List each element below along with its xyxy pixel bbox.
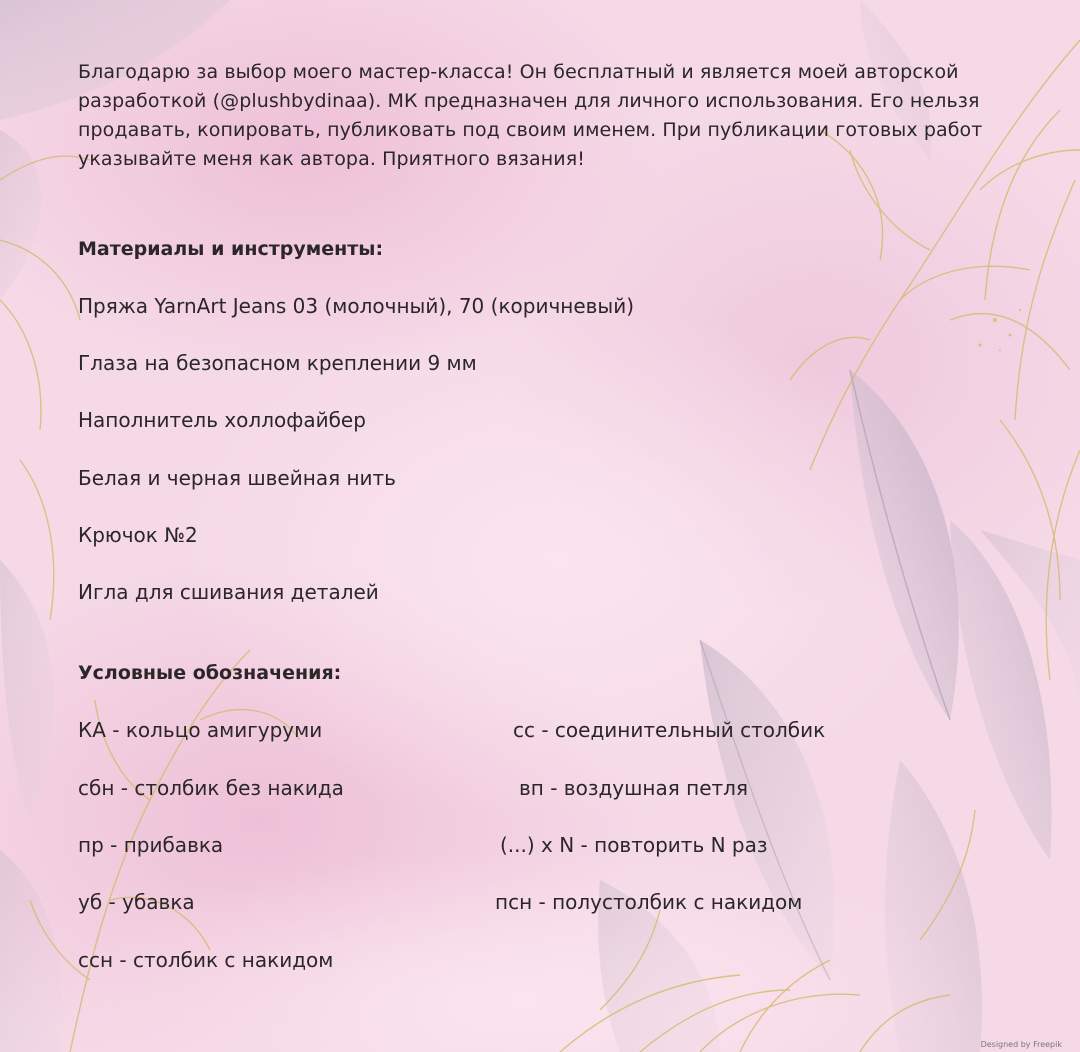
intro-paragraph: Благодарю за выбор моего мастер-класса! Он бесплатный и является моей авторской разработкой (@plushbydinaa). МК предназначен для личного использования. Его нельзя продавать, копировать, публиковать под своим именем. При публикации готовых работ указывайте меня как автора. Приятного вязания! (78, 61, 983, 170)
legend-entry: ссн - столбик с накидом (78, 948, 334, 972)
legend-entry: сс - соединительный столбик (513, 718, 826, 742)
legend-entry: пр - прибавка (78, 833, 224, 857)
legend-entry: уб - убавка (78, 890, 195, 914)
materials-item: Крючок №2 (78, 523, 198, 547)
materials-item: Белая и черная швейная нить (78, 466, 396, 490)
freepik-watermark: Designed by Freepik (980, 1040, 1062, 1049)
materials-heading: Материалы и инструменты: (78, 238, 384, 260)
materials-item: Наполнитель холлофайбер (78, 408, 366, 432)
legend-heading: Условные обозначения: (78, 662, 342, 684)
materials-item: Игла для сшивания деталей (78, 580, 379, 604)
legend-entry: вп - воздушная петля (519, 776, 748, 800)
materials-item: Глаза на безопасном креплении 9 мм (78, 351, 477, 375)
legend-entry: сбн - столбик без накида (78, 776, 344, 800)
legend-entry: псн - полустолбик с накидом (495, 890, 803, 914)
legend-entry: (...) x N - повторить N раз (500, 833, 768, 857)
legend-entry: КА - кольцо амигуруми (78, 718, 323, 742)
materials-item: Пряжа YarnArt Jeans 03 (молочный), 70 (коричневый) (78, 294, 635, 318)
